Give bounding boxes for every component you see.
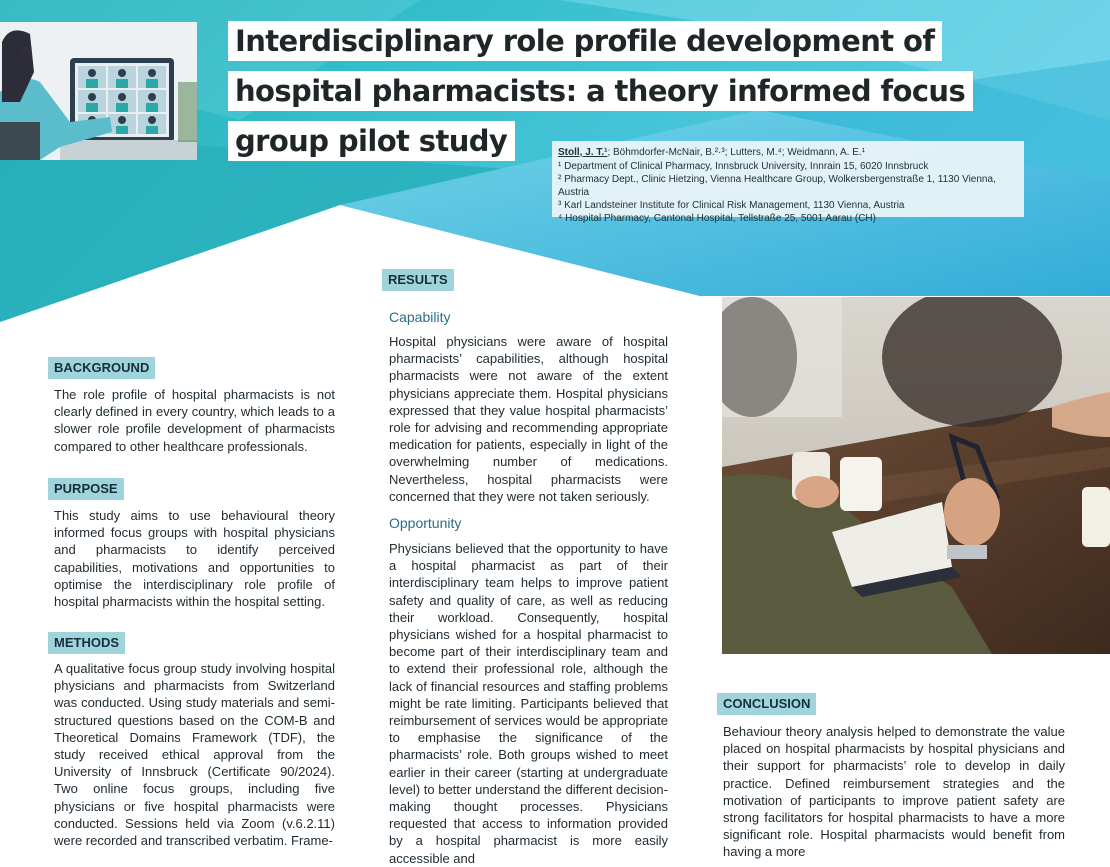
capability-heading: Capability [389, 309, 451, 325]
title-line-1: Interdisciplinary role profile development of [228, 21, 942, 61]
background-text: The role profile of hospital pharmacists is not clearly defined in every country, which leads to a slower role profile development of pharmacists compared to other healthcare professionals. [54, 387, 335, 454]
methods-text: A qualitative focus group study involving hospital physicians and pharmacists from Switzerland was conducted. Using study materials and semi-structured questions based on the COM-B and Theoretical Domains Framework (TDF), the study received ethical approval from the University of Innsbruck (Certificate 90/2024). Two online focus groups, including five physicians or five hospital pharmacists were conducted. Sessions held via Zoom (v.6.2.11) were recorded and transcribed verbatim. Frame- [54, 661, 335, 849]
opportunity-text: Physicians believed that the opportunity to have a hospital pharmacist as part of their interdisciplinary team helps to improve patient safety and quality of care, as well as reducing their workload. Consequently, hospital physicians wished for a hospital pharmacist to become part of their interdisciplinary team and to extend their professional role, although the lack of financial resources and staffing problems might be rate limiting. Participants believed that reimbursement of services would be appropriate to emphasise the significance of the pharmacists’ role. Both groups wished to meet earlier in their career (starting at undergraduate level) to better understand the different decision-making thought processes. Physicians requested that access to information provided by a hospital pharmacist is more easily accessible and [389, 541, 668, 866]
conclusion-label: CONCLUSION [717, 693, 816, 715]
purpose-label: PURPOSE [48, 478, 124, 500]
author-block [552, 141, 1024, 224]
meeting-photo [722, 297, 1110, 654]
illustration-video-call [0, 22, 197, 160]
affiliation-2: ² Pharmacy Dept., Clinic Hietzing, Vienna Healthcare Group, Wolkersbergenstraße 1, 1130 Vienna, Austria [558, 174, 996, 198]
title-line-3: group pilot study [228, 121, 515, 161]
conclusion-text: Behaviour theory analysis helped to demonstrate the value placed on hospital pharmacists by hospital physicians and their support for pharmacists’ role to develop in daily practice. Defined reimbursement strategies and the motivation of participants to improve patient safety are strong facilitators for hospital pharmacists to have a more significant role. Hospital pharmacists would benefit from having a more [723, 724, 1065, 860]
title-line-2: hospital pharmacists: a theory informed focus [228, 71, 973, 111]
capability-text: Hospital physicians were aware of hospital pharmacists’ capabilities, although hospital pharmacists were not aware of the extent physicians appreciate them. Hospital physicians expressed that they value hospital pharmacists’ role for advising and recommending appropriate medication for patients, especially in light of the overwhelming number of medications. Nevertheless, hospital pharmacists were concerned that they were not taken seriously. [389, 334, 668, 504]
affiliation-4: ⁴ Hospital Pharmacy, Cantonal Hospital, Tellstraße 25, 5001 Aarau (CH) [558, 213, 876, 224]
methods-label: METHODS [48, 632, 125, 654]
background-label: BACKGROUND [48, 357, 155, 379]
affiliation-3: ³ Karl Landsteiner Institute for Clinical Risk Management, 1130 Vienna, Austria [558, 200, 905, 211]
results-label: RESULTS [382, 269, 454, 291]
opportunity-heading: Opportunity [389, 515, 462, 531]
co-authors: ; Böhmdorfer-McNair, B.²·³; Lutters, M.⁴; Weidmann, A. E.¹ [607, 147, 865, 158]
lead-author: Stoll, J. T.¹ [558, 147, 608, 158]
affiliation-1: ¹ Department of Clinical Pharmacy, Innsbruck University, Innrain 15, 6020 Innsbruck [558, 161, 929, 172]
purpose-text: This study aims to use behavioural theory informed focus groups with hospital physicians and pharmacists to identify perceived capabilities, motivations and opportunities to optimise the interdisciplinary role profile of hospital pharmacists within the hospital setting. [54, 508, 335, 610]
